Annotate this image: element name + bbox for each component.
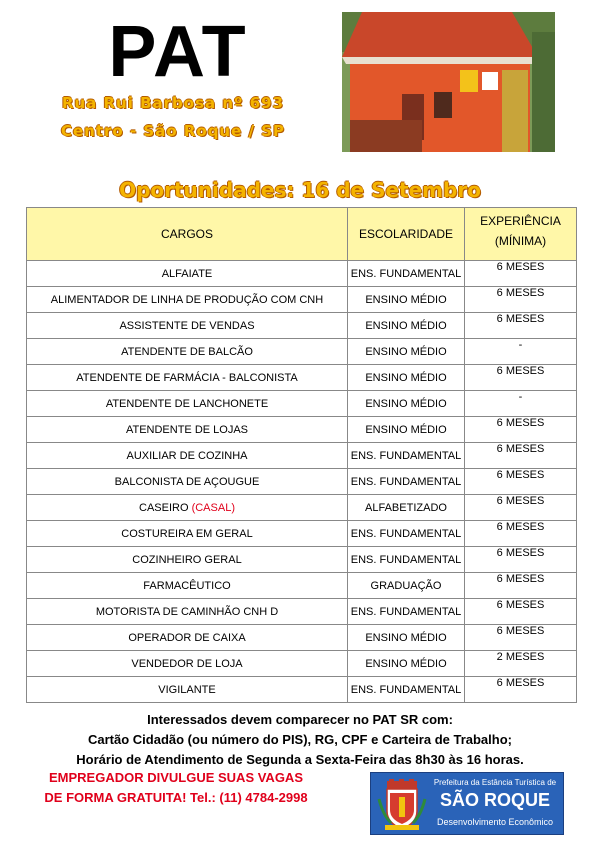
cargo-text: ATENDENTE DE BALCÃO (121, 345, 253, 358)
table-row (27, 651, 577, 677)
cargo-cell (27, 339, 348, 365)
table-row (27, 313, 577, 339)
cargo-cell (27, 521, 348, 547)
cargo-cell (27, 287, 348, 313)
cargo-text: OPERADOR DE CAIXA (128, 631, 246, 644)
table-row (27, 495, 577, 521)
experiencia-cell: 6 MESES (465, 417, 577, 443)
experiencia-cell: 6 MESES (465, 365, 577, 391)
experiencia-cell: 6 MESES (465, 625, 577, 651)
cargo-text: ALFAIATE (161, 267, 213, 280)
page-title: PAT (108, 12, 248, 92)
table-row (27, 599, 577, 625)
escolaridade-cell: ENSINO MÉDIO (348, 391, 465, 417)
table-row (27, 443, 577, 469)
escolaridade-cell: ENSINO MÉDIO (348, 417, 465, 443)
experiencia-cell: 6 MESES (465, 547, 577, 573)
cargo-cell (27, 495, 348, 521)
escolaridade-cell: ENS. FUNDAMENTAL (348, 261, 465, 287)
table-row (27, 261, 577, 287)
table-row (27, 573, 577, 599)
cargo-cell (27, 677, 348, 703)
info-line-2: Cartão Cidadão (ou número do PIS), RG, CPF e Carteira de Trabalho; (87, 732, 512, 747)
header-experiencia-line2: (MÍNIMA) (494, 234, 547, 248)
info-line-3: Horário de Atendimento de Segunda a Sexta-Feira das 8h30 às 16 horas. (76, 752, 524, 767)
experiencia-cell: 6 MESES (465, 599, 577, 625)
jobs-table (26, 207, 577, 703)
cargo-text: COSTUREIRA EM GERAL (121, 527, 253, 540)
table-row (27, 547, 577, 573)
escolaridade-cell: ENS. FUNDAMENTAL (348, 443, 465, 469)
cargo-text: ATENDENTE DE FARMÁCIA - BALCONISTA (76, 371, 298, 384)
logo-line-3: Desenvolvimento Econômico (436, 817, 554, 827)
cargo-cell (27, 625, 348, 651)
table-row (27, 625, 577, 651)
escolaridade-cell: ENS. FUNDAMENTAL (348, 547, 465, 573)
cargo-cell (27, 391, 348, 417)
escolaridade-cell: GRADUAÇÃO (348, 573, 465, 599)
cargo-cell (27, 417, 348, 443)
experiencia-cell: 6 MESES (465, 573, 577, 599)
escolaridade-cell: ENSINO MÉDIO (348, 287, 465, 313)
sao-roque-logo (370, 772, 564, 835)
logo-line-1: Prefeitura da Estância Turística de (433, 778, 557, 787)
experiencia-cell: 6 MESES (465, 521, 577, 547)
cargo-text: BALCONISTA DE AÇOUGUE (114, 475, 260, 488)
cargo-text: CASEIRO (139, 501, 192, 514)
cargo-cell (27, 261, 348, 287)
employer-notice (26, 768, 326, 808)
table-row (27, 391, 577, 417)
cargo-text: ALIMENTADOR DE LINHA DE PRODUÇÃO COM CNH (50, 293, 324, 306)
cargo-note: (CASAL) (191, 501, 235, 514)
escolaridade-cell: ENSINO MÉDIO (348, 651, 465, 677)
cargo-cell (27, 547, 348, 573)
cargo-cell (27, 313, 348, 339)
info-block (0, 710, 600, 770)
experiencia-cell: 6 MESES (465, 313, 577, 339)
escolaridade-cell: ENS. FUNDAMENTAL (348, 677, 465, 703)
cargo-text: VIGILANTE (158, 683, 216, 696)
employer-line-1: EMPREGADOR DIVULGUE SUAS VAGAS (48, 770, 303, 785)
escolaridade-cell: ENSINO MÉDIO (348, 313, 465, 339)
cargo-text: FARMACÊUTICO (143, 579, 231, 592)
escolaridade-cell: ENS. FUNDAMENTAL (348, 521, 465, 547)
cargo-text: VENDEDOR DE LOJA (131, 657, 243, 670)
address-line-2: Centro - São Roque / SP (60, 122, 286, 140)
escolaridade-cell: ENS. FUNDAMENTAL (348, 599, 465, 625)
experiencia-cell: 6 MESES (465, 495, 577, 521)
experiencia-cell: 6 MESES (465, 443, 577, 469)
experiencia-cell: 6 MESES (465, 287, 577, 313)
experiencia-cell: 2 MESES (465, 651, 577, 677)
table-row (27, 365, 577, 391)
header-experiencia-line1: EXPERIÊNCIA (480, 214, 561, 228)
cargo-text: ASSISTENTE DE VENDAS (119, 319, 255, 332)
escolaridade-cell: ENSINO MÉDIO (348, 625, 465, 651)
table-row (27, 521, 577, 547)
cargo-cell (27, 573, 348, 599)
header-escolaridade: ESCOLARIDADE (348, 208, 465, 261)
escolaridade-cell: ENS. FUNDAMENTAL (348, 469, 465, 495)
cargo-cell (27, 599, 348, 625)
experiencia-cell: - (465, 391, 577, 417)
cargo-text: COZINHEIRO GERAL (132, 553, 242, 566)
header-cargos: CARGOS (27, 208, 348, 261)
address-line-1: Rua Rui Barbosa nº 693 (61, 94, 285, 112)
employer-line-2: DE FORMA GRATUITA! Tel.: (11) 4784-2998 (44, 790, 308, 805)
cargo-cell (27, 365, 348, 391)
cargo-text: AUXILIAR DE COZINHA (126, 449, 248, 462)
logo-line-2: SÃO ROQUE (439, 790, 550, 810)
table-row (27, 339, 577, 365)
city-crest-icon (377, 779, 427, 831)
table-row (27, 469, 577, 495)
escolaridade-cell: ENSINO MÉDIO (348, 339, 465, 365)
opportunities-heading: Oportunidades: 16 de Setembro (119, 178, 481, 202)
table-row (27, 677, 577, 703)
cargo-cell (27, 469, 348, 495)
info-line-1: Interessados devem comparecer no PAT SR com: (147, 712, 453, 727)
cargo-text: ATENDENTE DE LANCHONETE (105, 397, 269, 410)
experiencia-cell: 6 MESES (465, 469, 577, 495)
building-photo (342, 12, 555, 152)
escolaridade-cell: ENSINO MÉDIO (348, 365, 465, 391)
cargo-cell (27, 651, 348, 677)
cargo-text: ATENDENTE DE LOJAS (125, 423, 249, 436)
header-experiencia (465, 208, 577, 261)
table-row (27, 287, 577, 313)
table-row (27, 417, 577, 443)
experiencia-cell: - (465, 339, 577, 365)
experiencia-cell: 6 MESES (465, 261, 577, 287)
experiencia-cell: 6 MESES (465, 677, 577, 703)
table-header-row (27, 208, 577, 261)
cargo-cell (27, 443, 348, 469)
escolaridade-cell: ALFABETIZADO (348, 495, 465, 521)
cargo-text: MOTORISTA DE CAMINHÃO CNH D (95, 605, 279, 618)
